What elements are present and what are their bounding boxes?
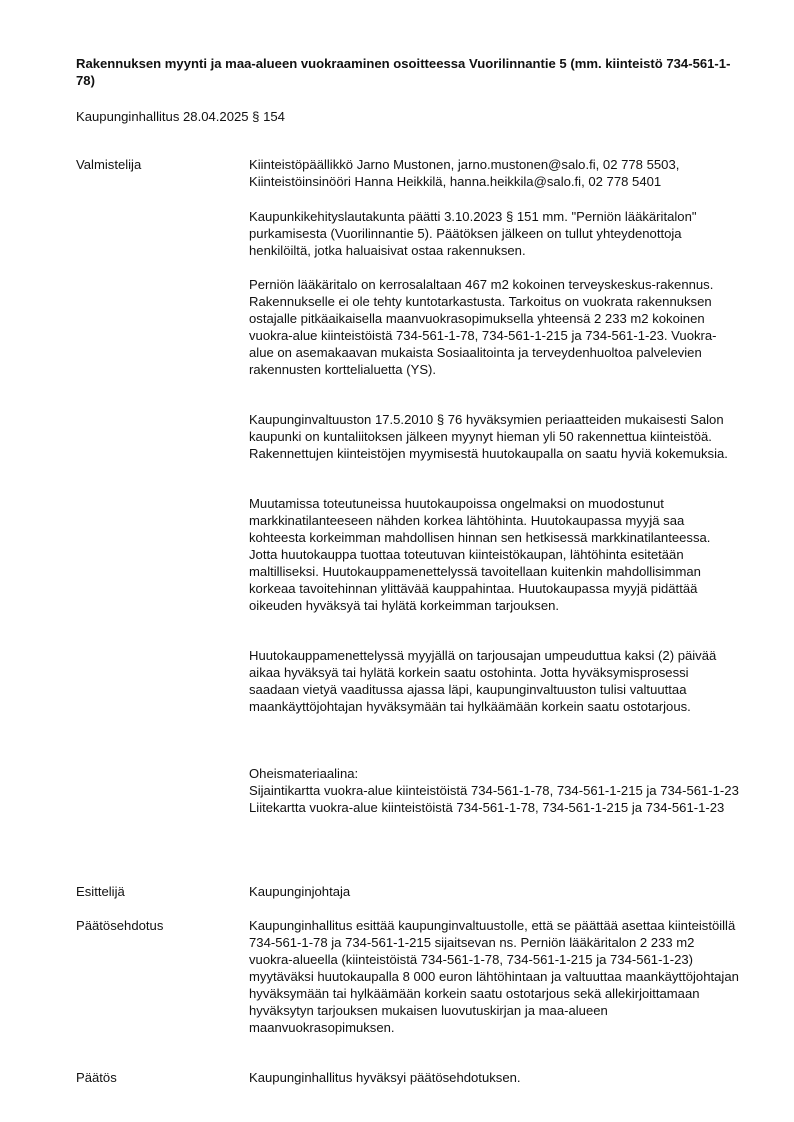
meeting-reference: Kaupunginhallitus 28.04.2025 § 154 bbox=[76, 109, 285, 124]
attachment-item: Liitekartta vuokra-alue kiinteistöistä 734-561-1-78, 734-561-1-215 ja 734-561-1-23 bbox=[249, 800, 725, 815]
valmistelija-label: Valmistelija bbox=[76, 157, 142, 172]
paatos-text: Kaupunginhallitus hyväksyi päätösehdotuksen. bbox=[249, 1070, 521, 1085]
background-paragraph-1 bbox=[249, 208, 740, 259]
paatosehdotus-value bbox=[249, 917, 740, 1036]
background-paragraph-2 bbox=[249, 276, 740, 378]
paragraph-text: Muutamissa toteutuneissa huutokaupoissa ongelmaksi on muodostunut markkinatilanteeseen nähden korkea lähtöhinta. Huutokaupassa myyjä saa kohteesta korkeimman mahdollisen hinnan sen hetkisessä markkinatilanteessa. Jotta huutokauppa tuottaa toteutuvan kiinteistökaupan, lähtöhinta esitetään maltilliseksi. Huutokauppamenettelyssä tavoitellaan kuitenkin mahdollisimman korkeaa tavoitehinnan ylittävää kauppahintaa. Huutokaupassa myyjä pidättää oikeuden hyväksyä tai hylätä korkeimman tarjouksen. bbox=[249, 496, 711, 613]
attachment-item: Sijaintikartta vuokra-alue kiinteistöistä 734-561-1-78, 734-561-1-215 ja 734-561-1-23 bbox=[249, 783, 739, 798]
valmistelija-contacts bbox=[249, 156, 740, 190]
paragraph-text: Perniön lääkäritalo on kerrosalaltaan 467 m2 kokoinen terveyskeskus-rakennus. Rakennukselle ei ole tehty kuntotarkastusta. Tarkoitus on vuokrata rakennuksen ostajalle pitkäaikaisella maanvuokrasopimuksella yhteensä 2 233 m2 kokoinen vuokra-alue kiinteistöistä 734-561-1-78, 734-561-1-215 ja 734-561-1-23. Vuokra-alue on asemakaavan mukaista Sosiaalitointa ja terveydenhuoltoa palvelevien rakennusten korttelialuetta (YS). bbox=[249, 277, 717, 377]
contact-line-1: Kiinteistöpäällikkö Jarno Mustonen, jarno.mustonen@salo.fi, 02 778 5503, bbox=[249, 157, 680, 172]
esittelija-text: Kaupunginjohtaja bbox=[249, 884, 351, 899]
paragraph-text: Kaupunginvaltuuston 17.5.2010 § 76 hyväksymien periaatteiden mukaisesti Salon kaupunki on kuntaliitoksen jälkeen myynyt hieman yli 50 rakennettua kiinteistöä. Rakennettujen kiinteistöjen myymisestä huutokaupalla on saatu hyviä kokemuksia. bbox=[249, 412, 728, 461]
paatosehdotus-text: Kaupunginhallitus esittää kaupunginvaltuustolle, että se päättää asettaa kiinteistöillä 734-561-1-78 ja 734-561-1-215 sijaitsevan ns. Perniön lääkäritalon 2 233 m2 vuokra-alueella (kiinteistöistä 734-561-1-78, 734-561-1-215 ja 734-561-1-23) myytäväksi huutokaupalla 8 000 euron lähtöhintaan ja valtuuttaa maankäyttöjohtajan hyväksymään tai hylkäämään korkein saatu ostotarjous sekä allekirjoittamaan hyväksytyn tarjouksen mukaisen luovutuskirjan ja maa-alueen maanvuokrasopimuksen. bbox=[249, 918, 739, 1035]
background-paragraph-5 bbox=[249, 647, 740, 715]
esittelija-label: Esittelijä bbox=[76, 884, 125, 899]
paragraph-text: Huutokauppamenettelyssä myyjällä on tarjousajan umpeuduttua kaksi (2) päivää aikaa hyväksyä tai hylätä korkein saatu ostohinta. Jotta hyväksymisprosessi saadaan vietyä vaaditussa ajassa läpi, kaupunginvaltuuston tulisi valtuuttaa maankäyttöjohtajan hyväksymään tai hylkäämään korkein saatu ostotarjous. bbox=[249, 648, 717, 714]
contact-line-2: Kiinteistöinsinööri Hanna Heikkilä, hanna.heikkila@salo.fi, 02 778 5401 bbox=[249, 174, 662, 189]
background-paragraph-4 bbox=[249, 495, 740, 614]
paatos-value bbox=[249, 1069, 740, 1086]
attachments bbox=[249, 765, 740, 816]
paragraph-text: Kaupunkikehityslautakunta päätti 3.10.2023 § 151 mm. "Perniön lääkäritalon" purkamisesta (Vuorilinnantie 5). Päätöksen jälkeen on tullut yhteydenottoja henkilöiltä, jotka haluaisivat ostaa rakennuksen. bbox=[249, 209, 697, 258]
esittelija-value bbox=[249, 883, 740, 900]
document-title: Rakennuksen myynti ja maa-alueen vuokraaminen osoitteessa Vuorilinnantie 5 (mm. kiinteistö 734-561-1-78) bbox=[76, 56, 731, 88]
paatos-label: Päätös bbox=[76, 1070, 117, 1085]
background-paragraph-3 bbox=[249, 411, 740, 462]
attachments-heading: Oheismateriaalina: bbox=[249, 766, 359, 781]
paatosehdotus-label: Päätösehdotus bbox=[76, 918, 164, 933]
